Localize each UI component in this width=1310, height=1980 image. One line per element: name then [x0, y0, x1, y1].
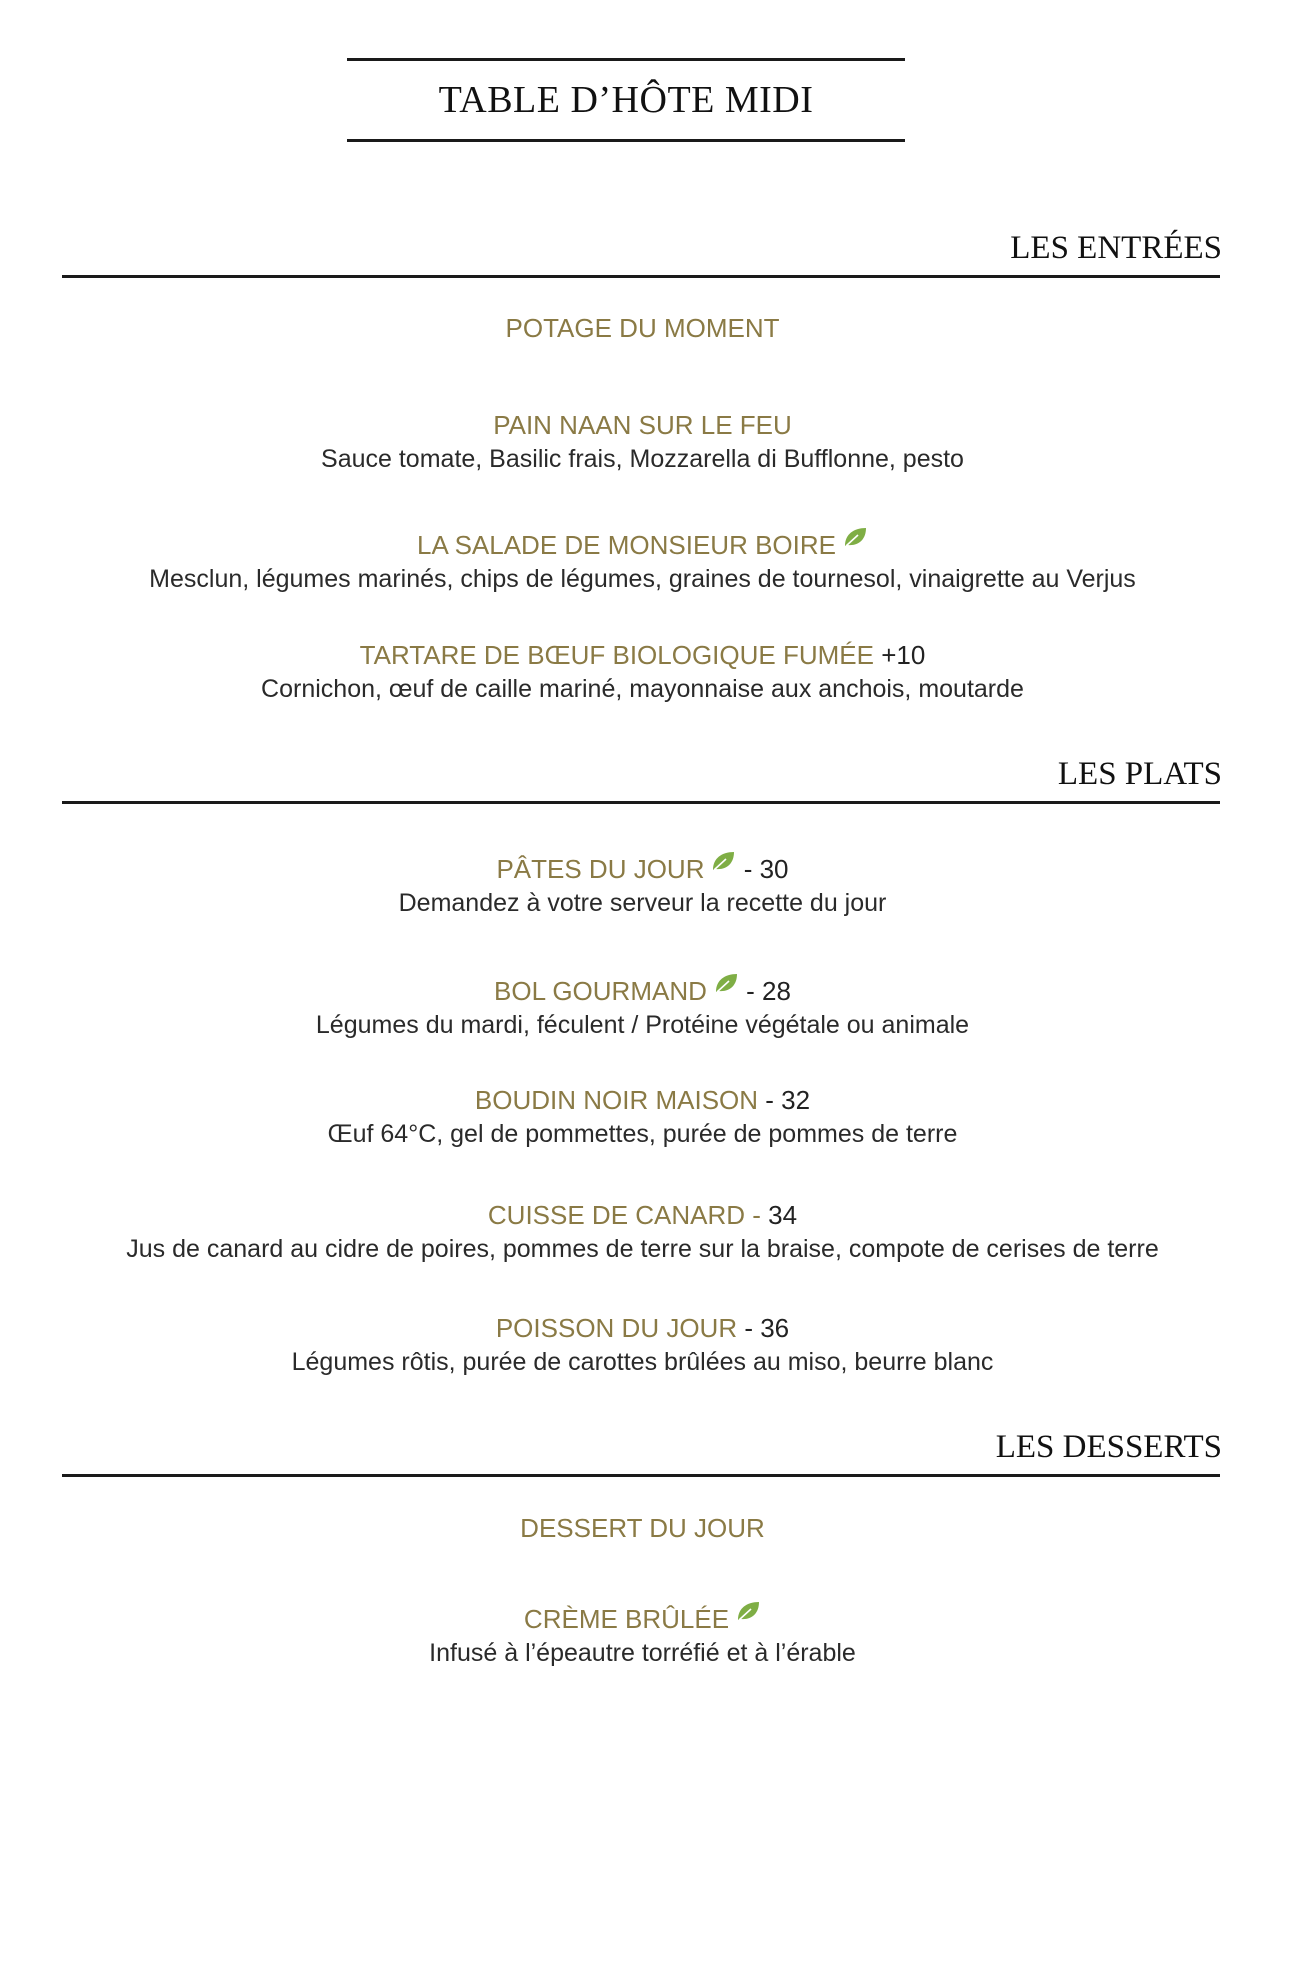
dish-item — [0, 1200, 1285, 1264]
dish-name: PAIN NAAN SUR LE FEU — [493, 410, 792, 440]
dish-name: BOL GOURMAND — [494, 976, 707, 1006]
section-entrees-header — [62, 230, 1220, 278]
leaf-icon — [710, 850, 736, 872]
dish-item — [0, 410, 1285, 474]
dish-item — [0, 313, 1285, 343]
leaf-icon — [713, 972, 739, 994]
menu-title: TABLE D’HÔTE MIDI — [438, 79, 814, 121]
section-title: LES DESSERTS — [995, 1429, 1222, 1465]
dish-price: - 32 — [765, 1085, 811, 1115]
dish-name: TARTARE DE BŒUF BIOLOGIQUE FUMÉE — [359, 640, 874, 670]
dish-description: Légumes du mardi, féculent / Protéine végétale ou animale — [315, 1011, 970, 1039]
dish-item — [0, 1600, 1285, 1668]
section-title: LES PLATS — [1057, 756, 1222, 792]
dish-description: Sauce tomate, Basilic frais, Mozzarella di Bufflonne, pesto — [321, 445, 964, 473]
dish-description: Légumes rôtis, purée de carottes brûlées au miso, beurre blanc — [291, 1348, 994, 1376]
dish-description: Infusé à l’épeautre torréfié et à l’érable — [429, 1639, 856, 1667]
dish-description: Cornichon, œuf de caille mariné, mayonnaise aux anchois, moutarde — [261, 675, 1024, 703]
menu-title-box — [347, 58, 905, 142]
dish-price: - 30 — [743, 854, 789, 884]
dish-name: CUISSE DE CANARD - — [487, 1200, 761, 1230]
dish-name: DESSERT DU JOUR — [520, 1513, 765, 1543]
section-plats-header — [62, 756, 1220, 804]
leaf-icon — [842, 526, 868, 548]
dish-price: - 36 — [744, 1313, 790, 1343]
section-title: LES ENTRÉES — [1010, 230, 1222, 266]
dish-description: Mesclun, légumes marinés, chips de légumes, graines de tournesol, vinaigrette au Verjus — [149, 565, 1136, 593]
dish-item — [0, 1513, 1285, 1543]
dish-name: POTAGE DU MOMENT — [505, 313, 780, 343]
dish-description: Jus de canard au cidre de poires, pommes de terre sur la braise, compote de cerises de terre — [126, 1235, 1159, 1263]
dish-name: LA SALADE DE MONSIEUR BOIRE — [416, 530, 836, 560]
dish-price: +10 — [881, 640, 926, 670]
dish-item — [0, 972, 1285, 1040]
dish-price: - 28 — [746, 976, 791, 1006]
dish-description: Œuf 64°C, gel de pommettes, purée de pommes de terre — [327, 1120, 958, 1148]
dish-item — [0, 526, 1285, 594]
dish-name: BOUDIN NOIR MAISON — [474, 1085, 759, 1115]
dish-item — [0, 850, 1285, 918]
leaf-icon — [735, 1600, 761, 1622]
dish-item — [0, 1085, 1285, 1149]
dish-item — [0, 640, 1285, 704]
dish-name: CRÈME BRÛLÉE — [523, 1604, 730, 1634]
dish-description: Demandez à votre serveur la recette du jour — [398, 889, 887, 917]
dish-name: POISSON DU JOUR — [495, 1313, 738, 1343]
dish-name: PÂTES DU JOUR — [496, 854, 705, 884]
dish-item — [0, 1313, 1285, 1377]
section-desserts-header — [62, 1429, 1220, 1477]
dish-price: 34 — [768, 1200, 798, 1230]
